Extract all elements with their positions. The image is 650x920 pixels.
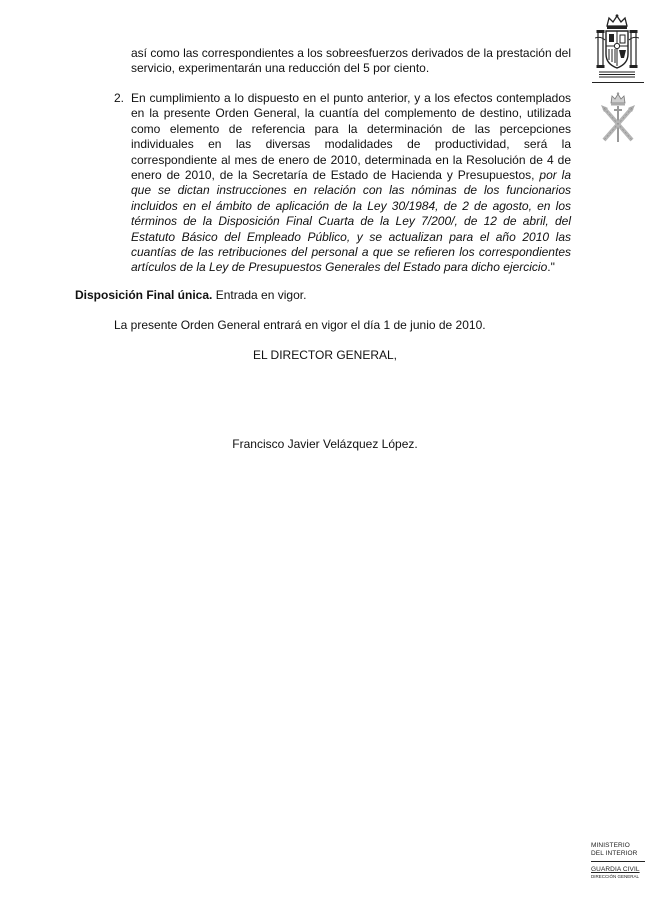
final-disposition-heading bbox=[75, 288, 306, 302]
paragraph-continuation: así como las correspondientes a los sobreesfuerzos derivados de la prestación del servicio, experimentarán una reducción del 5 por ciento. bbox=[131, 46, 571, 76]
footer-logo-block bbox=[591, 842, 647, 880]
final-disposition-text: La presente Orden General entrará en vigor el día 1 de junio de 2010. bbox=[114, 318, 486, 332]
final-disposition-subtitle: Entrada en vigor. bbox=[212, 288, 307, 302]
signature-name: Francisco Javier Velázquez López. bbox=[232, 437, 418, 451]
signature-title: EL DIRECTOR GENERAL, bbox=[252, 348, 398, 362]
guardia-civil-emblem-icon bbox=[598, 92, 638, 144]
final-disposition-title: Disposición Final única. bbox=[75, 288, 213, 302]
list-item-italic-text: por la que se dictan instrucciones en relación con las nóminas de los funcionarios incluidos en el ámbito de aplicación de la Ley 30/1984, de 2 de agosto, en los términos de la Disposición Final Cuarta de la Ley 7/200/, de 12 de abril, del Estatuto Básico del Empleado Público, y se actualizan para el año 2010 las cuantías de las retribuciones del personal a que se refieren los correspondientes artículos de la Ley de Presupuestos Generales del Estado para dicho ejercicio bbox=[131, 168, 571, 275]
header-divider bbox=[592, 82, 644, 83]
list-item-text: En cumplimiento a lo dispuesto en el punto anterior, y a los efectos contemplados en la presente Orden General, la cuantía del complemento de destino, utilizada como elemento de referencia para la determinación de las percepciones individuales en las diversas modalidades de productividad, será la correspondiente al mes de enero de 2010, determinada en la Resolución de 4 de enero de 2010, de la Secretaría de Estado de Hacienda y Presupuestos, bbox=[131, 91, 571, 183]
list-item-body bbox=[131, 91, 571, 276]
list-item-number: 2. bbox=[114, 91, 125, 105]
footer-direccion-general: DIRECCIÓN GENERAL bbox=[591, 874, 640, 879]
footer-ministry-line1: MINISTERIO bbox=[591, 842, 630, 849]
spain-coat-of-arms-icon bbox=[595, 14, 639, 80]
footer-guardia-civil: GUARDIA CIVIL bbox=[591, 866, 640, 873]
footer-ministry-line2: DEL INTERIOR bbox=[591, 850, 638, 857]
list-item-text-end: ." bbox=[547, 260, 555, 275]
footer-divider bbox=[591, 861, 645, 862]
